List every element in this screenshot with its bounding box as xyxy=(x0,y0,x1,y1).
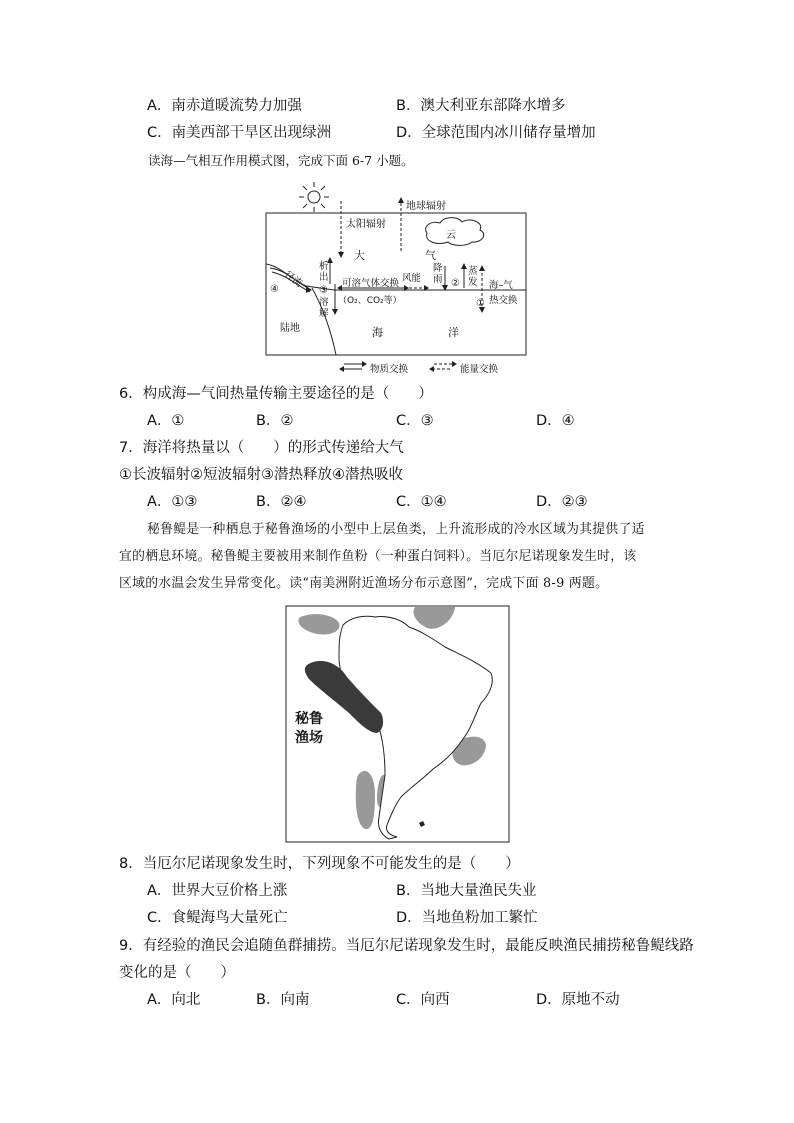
q8-option-a: A．世界大豆价格上涨 xyxy=(147,883,288,899)
ocean-label-b: 洋 xyxy=(448,326,459,339)
dissolve-label-1: 溶 xyxy=(319,297,329,308)
marker-2: ② xyxy=(451,278,460,289)
intro-8-9-line1: 秘鲁鳀是一种栖息于秘鲁渔场的小型中上层鱼类，上升流形成的冷水区域为其提供了适 xyxy=(147,522,645,537)
q8-stem: 8．当厄尔尼诺现象发生时，下列现象不可能发生的是（ ） xyxy=(119,856,520,872)
runoff-label: 径流 xyxy=(282,269,305,290)
q7-stem: 7．海洋将热量以（ ）的形式传递给大气 xyxy=(119,440,404,456)
q5-option-d: D．全球范围内冰川储存量增加 xyxy=(396,125,596,141)
legend-material: 物质交换 xyxy=(370,364,409,375)
rainfall-label-1: 降 xyxy=(433,263,443,274)
q8-option-d: D．当地鱼粉加工繁忙 xyxy=(396,910,538,926)
peru-fishery-label-line1: 秘鲁 xyxy=(295,711,323,727)
wind-energy-label: 风能 xyxy=(402,273,422,284)
soluble-gas-label: 可溶气体交换 xyxy=(342,278,400,289)
legend-energy: 能量交换 xyxy=(460,364,499,375)
q6-option-c: C．③ xyxy=(396,413,434,429)
precipitate-out-label-1: 析 xyxy=(319,261,329,272)
evaporation-label-2: 发 xyxy=(468,277,478,288)
q8-option-b: B．当地大量渔民失业 xyxy=(396,883,537,899)
marker-3: ③ xyxy=(319,285,328,296)
cloud-label: 云 xyxy=(446,230,456,241)
precipitate-out-label-2: 出 xyxy=(319,272,329,283)
evaporation-label-1: 蒸 xyxy=(468,266,478,277)
q9-option-a: A．向北 xyxy=(147,992,201,1008)
intro-8-9-line2: 宜的栖息环境。秘鲁鳀主要被用来制作鱼粉（一种蛋白饲料）。当厄尔尼诺现象发生时，该 xyxy=(119,549,637,564)
q7-option-b: B．②④ xyxy=(256,494,307,510)
intro-6-7: 读海—气相互作用模式图，完成下面 6-7 小题。 xyxy=(148,153,414,168)
peru-fishery-label-line2: 渔场 xyxy=(295,730,323,746)
q9-option-c: C．向西 xyxy=(396,992,450,1008)
q6-option-a: A．① xyxy=(147,413,185,429)
q9-option-b: B．向南 xyxy=(256,992,310,1008)
q7-option-d: D．②③ xyxy=(536,494,588,510)
gases-label: （O₂、CO₂等） xyxy=(338,296,402,306)
dissolve-label-2: 解 xyxy=(319,308,329,319)
q5-option-b: B．澳大利亚东部降水增多 xyxy=(396,98,566,114)
q7-items: ①长波辐射②短波辐射③潜热释放④潜热吸收 xyxy=(119,467,403,483)
intro-8-9-line3: 区域的水温会发生异常变化。读“南美洲附近渔场分布示意图”，完成下面 8-9 两题。 xyxy=(119,576,609,591)
q7-option-a: A．①③ xyxy=(147,494,198,510)
marker-1: ① xyxy=(476,298,485,309)
q9-option-d: D．原地不动 xyxy=(536,992,620,1008)
sea-air-label: 海–气 xyxy=(489,280,513,291)
atmosphere-label-b: 气 xyxy=(425,249,436,262)
solar-radiation-label: 太阳辐射 xyxy=(346,219,386,230)
ocean-label-a: 海 xyxy=(372,326,383,339)
sun-icon xyxy=(299,182,329,212)
marker-4: ④ xyxy=(270,284,279,295)
fishery-map xyxy=(285,605,510,843)
rainfall-label-2: 雨 xyxy=(433,274,443,285)
q6-option-d: D．④ xyxy=(536,413,575,429)
q6-option-b: B．② xyxy=(256,413,294,429)
q7-option-c: C．①④ xyxy=(396,494,447,510)
land-label: 陆地 xyxy=(280,323,300,334)
earth-radiation-label: 地球辐射 xyxy=(406,201,446,212)
q9-stem-line1: 9．有经验的渔民会追随鱼群捕捞。当厄尔尼诺现象发生时，最能反映渔民捕捞秘鲁鳀线路 xyxy=(119,938,694,954)
heat-exchange-label: 热交换 xyxy=(489,295,518,306)
q5-option-a: A．南赤道暖流势力加强 xyxy=(147,98,302,114)
q6-stem: 6．构成海—气间热量传输主要途径的是（ ） xyxy=(119,386,433,402)
q5-option-c: C．南美西部干旱区出现绿洲 xyxy=(147,125,332,141)
sea-air-diagram xyxy=(262,176,532,378)
atmosphere-label-a: 大 xyxy=(354,249,365,262)
q9-stem-line2: 变化的是（ ） xyxy=(119,965,235,981)
q8-option-c: C．食鳀海鸟大量死亡 xyxy=(147,910,288,926)
